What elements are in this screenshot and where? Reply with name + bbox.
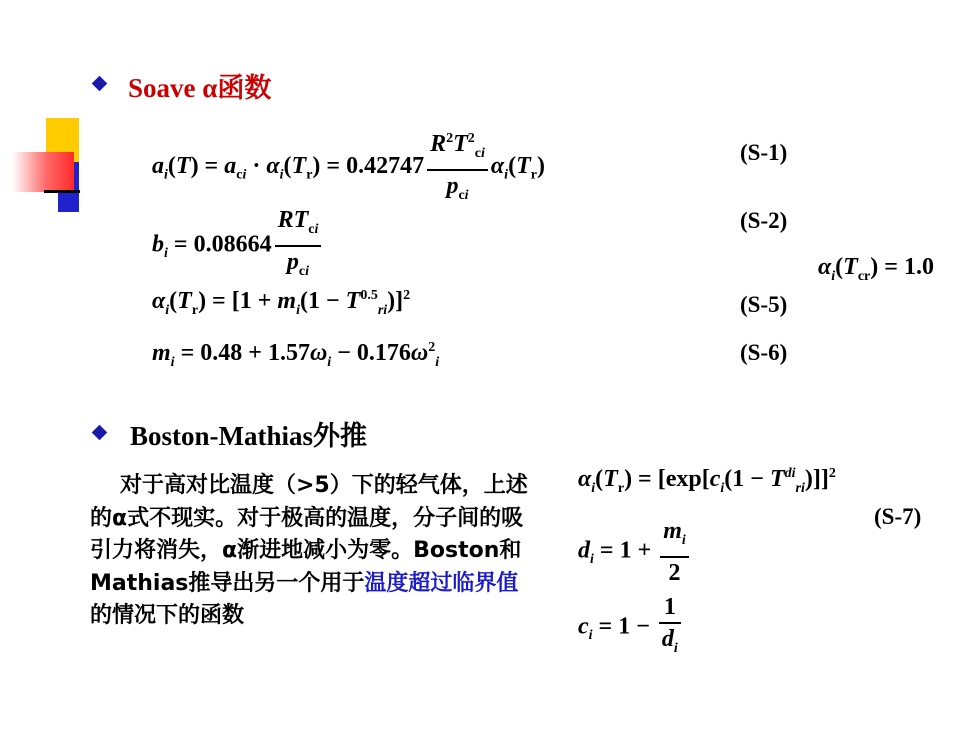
constant-1-0: 1.0 bbox=[903, 254, 934, 280]
decor-red-gradient-block bbox=[12, 152, 74, 192]
label-s2: (S-2) bbox=[740, 208, 788, 233]
paragraph-text-part2: 的情况下的函数 bbox=[90, 603, 245, 628]
paragraph-text-part1: 对于高对比温度（>5）下的轻气体，上述的α式不现实。对于极高的温度，分子间的吸引力将消失，α渐进地减小为零。Boston和Mathias推导出另一个用于 bbox=[90, 473, 528, 596]
section-title-boston-mathias: Boston-Mathias外推 bbox=[130, 421, 368, 451]
section-title-soave: Soave α函数 bbox=[128, 73, 272, 103]
label-s6: (S-6) bbox=[740, 340, 788, 365]
constant-048: 0.48 bbox=[200, 340, 243, 366]
equation-s2: $b_i = 0.08664$ $\frac{RT_{ci}}{p_{ci}}$ bbox=[152, 205, 324, 287]
constant-042747: 0.42747 bbox=[346, 152, 425, 179]
equation-s5: $\alpha_i(T_r) = [1 + m_i(1 - T^{0.5}_{ri})]^2$ bbox=[152, 288, 411, 318]
equation-s1: $a_i(T) = a_{ci} \cdot \alpha_i(T_r) = 0.42747$ $\frac{R^2T^2_{ci}}{p_{ci}}$ $\alpha_i(T_r)$ bbox=[152, 124, 545, 211]
equation-alpha-critical: $\alpha_i(T_{cr}) = 1.0$ bbox=[818, 254, 934, 284]
equation-c-i: $c_i = 1$ − $\frac{1}{d_i}$ bbox=[578, 592, 684, 664]
constant-0176: 0.176 bbox=[356, 340, 411, 366]
diamond-bullet-icon bbox=[92, 425, 108, 441]
explanation-paragraph bbox=[90, 470, 540, 633]
decor-black-line bbox=[44, 190, 80, 193]
label-s5: (S-5) bbox=[740, 292, 788, 317]
equation-d-i: $d_i = 1$ + $\frac{m_i}{2}$ bbox=[578, 516, 692, 588]
equation-s7: $\alpha_i(T_r) = [\exp[c_i(1 - T^{di}_{ri})]]^2$ bbox=[578, 466, 836, 496]
label-s7: (S-7) bbox=[874, 504, 922, 529]
paragraph-highlight: 温度超过临界值 bbox=[364, 570, 519, 596]
constant-008664: 0.08664 bbox=[193, 231, 272, 258]
equation-s6: $m_i = 0.48 + 1.57\omega_i - 0.176\omega^2_i$ bbox=[152, 340, 440, 370]
diamond-bullet-icon bbox=[92, 76, 108, 92]
constant-157: 1.57 bbox=[267, 340, 310, 366]
label-s1: (S-1) bbox=[740, 140, 788, 165]
